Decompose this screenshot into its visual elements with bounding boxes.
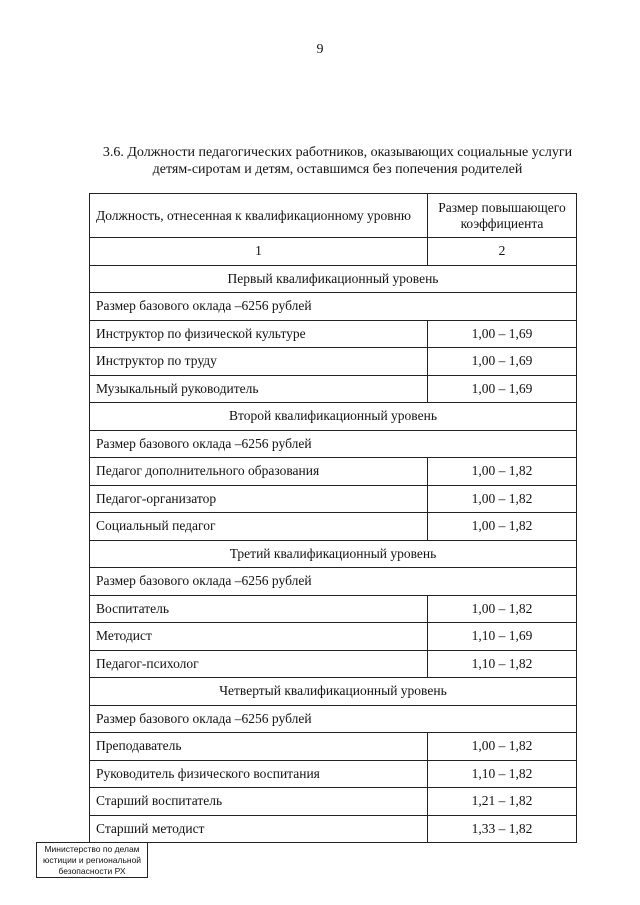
base-salary: Размер базового оклада –6256 рублей (90, 568, 577, 596)
table-row (90, 760, 577, 788)
heading-line-1: 3.6. Должности педагогических работников, оказывающих социальные услуги (102, 145, 573, 160)
position-cell: Методист (90, 623, 428, 651)
column-number-1: 1 (90, 238, 428, 266)
header-position: Должность, отнесенная к квалификационному уровню (90, 194, 428, 238)
level-title: Четвертый квалификационный уровень (90, 678, 577, 706)
position-cell: Социальный педагог (90, 513, 428, 541)
position-cell: Педагог дополнительного образования (90, 458, 428, 486)
level-title-row (90, 540, 577, 568)
table-row (90, 815, 577, 843)
coefficient-cell: 1,33 – 1,82 (428, 815, 577, 843)
base-salary-row (90, 293, 577, 321)
level-title: Третий квалификационный уровень (90, 540, 577, 568)
ministry-stamp (36, 842, 148, 878)
coefficients-table (89, 193, 577, 843)
coefficient-cell: 1,00 – 1,69 (428, 320, 577, 348)
position-cell: Воспитатель (90, 595, 428, 623)
coefficient-cell: 1,00 – 1,69 (428, 375, 577, 403)
table-row (90, 458, 577, 486)
position-cell: Музыкальный руководитель (90, 375, 428, 403)
base-salary: Размер базового оклада –6256 рублей (90, 293, 577, 321)
section-heading (95, 144, 580, 178)
position-cell: Педагог-организатор (90, 485, 428, 513)
level-title-row (90, 265, 577, 293)
base-salary: Размер базового оклада –6256 рублей (90, 430, 577, 458)
table-row (90, 788, 577, 816)
position-cell: Старший методист (90, 815, 428, 843)
table-row (90, 348, 577, 376)
coefficient-cell: 1,00 – 1,82 (428, 458, 577, 486)
table-row (90, 485, 577, 513)
table-row (90, 733, 577, 761)
level-title-row (90, 678, 577, 706)
table-row (90, 595, 577, 623)
coefficient-cell: 1,00 – 1,69 (428, 348, 577, 376)
stamp-line-1: Министерство по делам (44, 844, 140, 854)
column-number-2: 2 (428, 238, 577, 266)
table-row (90, 623, 577, 651)
coefficient-cell: 1,21 – 1,82 (428, 788, 577, 816)
base-salary-row (90, 430, 577, 458)
position-cell: Преподаватель (90, 733, 428, 761)
position-cell: Инструктор по физической культуре (90, 320, 428, 348)
position-cell: Старший воспитатель (90, 788, 428, 816)
level-title: Второй квалификационный уровень (90, 403, 577, 431)
level-title: Первый квалификационный уровень (90, 265, 577, 293)
coefficient-cell: 1,00 – 1,82 (428, 733, 577, 761)
heading-line-2: детям-сиротам и детям, оставшимся без попечения родителей (152, 162, 523, 177)
coefficient-cell: 1,10 – 1,69 (428, 623, 577, 651)
coefficient-cell: 1,00 – 1,82 (428, 513, 577, 541)
base-salary-row (90, 568, 577, 596)
table-row (90, 320, 577, 348)
coefficient-cell: 1,00 – 1,82 (428, 485, 577, 513)
table-row (90, 650, 577, 678)
header-coefficient: Размер повышающего коэффициента (428, 194, 577, 238)
base-salary-row (90, 705, 577, 733)
column-number-row (90, 238, 577, 266)
stamp-line-2: юстиции и региональной (42, 855, 142, 865)
coefficient-cell: 1,10 – 1,82 (428, 650, 577, 678)
position-cell: Руководитель физического воспитания (90, 760, 428, 788)
table-header-row (90, 194, 577, 238)
table-row (90, 513, 577, 541)
table-row (90, 375, 577, 403)
base-salary: Размер базового оклада –6256 рублей (90, 705, 577, 733)
stamp-line-3: безопасности РХ (58, 866, 126, 876)
page-number: 9 (316, 42, 324, 57)
coefficient-cell: 1,00 – 1,82 (428, 595, 577, 623)
position-cell: Инструктор по труду (90, 348, 428, 376)
position-cell: Педагог-психолог (90, 650, 428, 678)
coefficient-cell: 1,10 – 1,82 (428, 760, 577, 788)
level-title-row (90, 403, 577, 431)
